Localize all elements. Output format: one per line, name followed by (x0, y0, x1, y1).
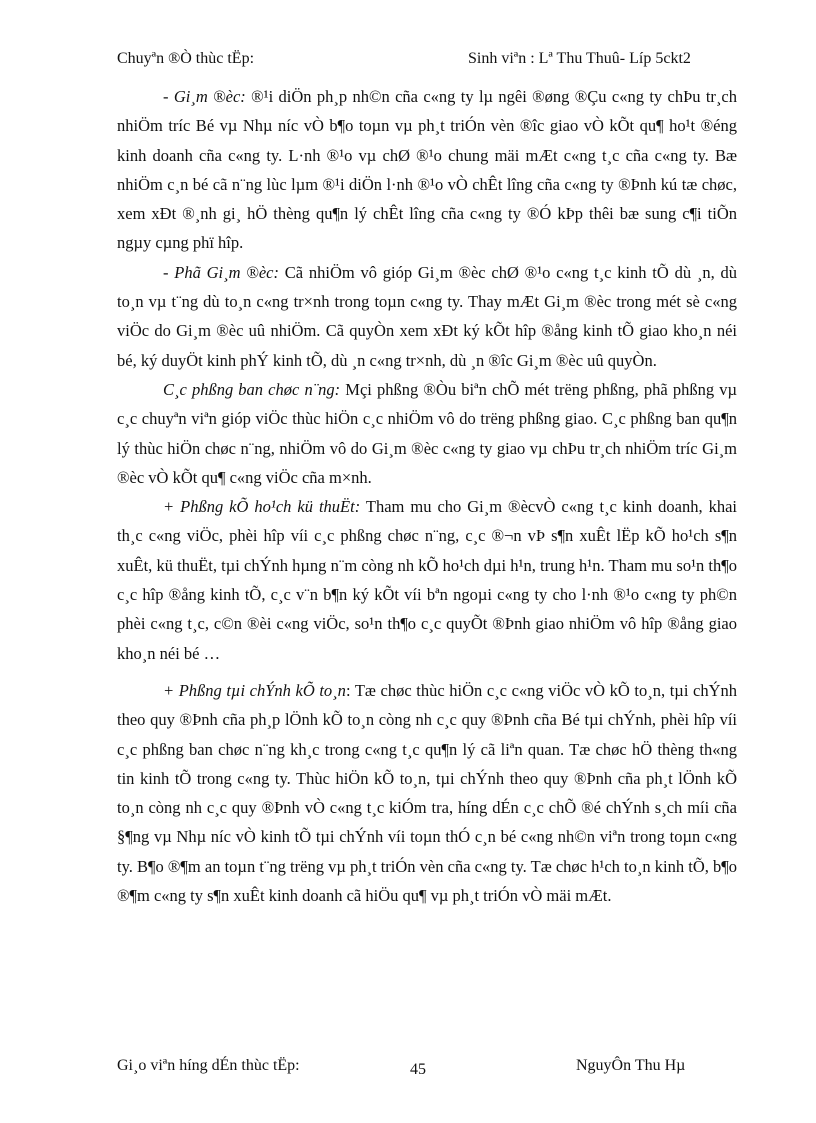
paragraph-text: Mçi phßng ®Òu biªn chÕ mét trëng phßng, phã phßng vµ c¸c chuyªn viªn gióp viÖc thùc hiÖn c¸c nhiÖm vô do trëng phßng giao. C¸c phßng ban qu¶n lý thùc hiÖn chøc n¨ng, nhiÖm vô do Gi¸m ®èc c«ng ty giao vµ chÞu tr¸ch nhiÖm tríc Gi¸m ®èc vÒ kÕt qu¶ c«ng viÖc cña m×nh. (117, 379, 742, 487)
paragraph-lead: + Phßng tµi chÝnh kÕ to¸n (163, 680, 346, 700)
header-left: Chuyªn ®Ò thùc tËp: (117, 50, 255, 67)
paragraph-lead: C¸c phßng ban chøc n¨ng: (163, 379, 341, 399)
paragraph-lead: + Phßng kÕ ho¹ch kü thuËt: (163, 497, 361, 517)
paragraph-text: Cã nhiÖm vô gióp Gi¸m ®èc chØ ®¹o c«ng t¸c kinh tÕ dù ¸n, dù to¸n vµ t¨ng dù to¸n c«ng tr×nh trong toµn c«ng ty. Thay mÆt Gi¸m ®èc trong mét sè c«ng viÖc do Gi¸m ®èc uû nhiÖm. Cã quyÒn xem xÐt ký kÕt hîp ®ång kinh tÕ giao kho¸n néi bé, ký duyÖt kinh phÝ kinh tÕ, dù ¸n c«ng tr×nh, dù ¸n ®îc Gi¸m ®èc uû quyÒn. (117, 262, 742, 370)
paragraph-text: : Tæ chøc thùc hiÖn c¸c c«ng viÖc vÒ kÕ to¸n, tµi chÝnh theo quy ®Þnh cña ph¸p lÖnh kÕ to¸n còng nh c¸c quy ®Þnh cña Bé tµi chÝnh, phèi hîp víi c¸c phßng ban chøc n¨ng kh¸c trong c«ng t¸c qu¶n lý cã liªn quan. Tæ chøc hÖ thèng th«ng tin kinh tÕ trong c«ng ty. Thùc hiÖn kÕ to¸n, tµi chÝnh theo quy ®Þnh cña ph¸t lÖnh kÕ to¸n còng nh c¸c quy ®Þnh vÒ c«ng t¸c kiÓm tra, híng dÉn c¸c chÕ ®é chÝnh s¸ch míi cña §¶ng vµ Nhµ níc vÒ kinh tÕ tµi chÝnh víi toµn thÓ c¸n bé c«ng nh©n viªn trong toµn c«ng ty. B¶o ®¶m an toµn t¨ng trëng vµ ph¸t triÓn vèn cña c«ng ty. Tæ chøc h¹ch to¸n kinh tÕ, b¶o ®¶m c«ng ty s¶n xuÊt kinh doanh cã hiÖu qu¶ vµ ph¸t triÓn vÒ mäi mÆt. (117, 680, 742, 906)
header-right: Sinh viªn : Lª Thu Thuû- Líp 5ckt2 (468, 50, 691, 67)
paragraph-text: Tham mu cho Gi¸m ®ècvÒ c«ng t¸c kinh doanh, khai th¸c c«ng viÖc, phèi hîp víi c¸c phßng chøc n¨ng, c¸c ®¬n vÞ s¶n xuÊt lËp kÕ ho¹ch s¶n xuÊt, kü thuËt, tµi chÝnh hµng n¨m còng nh kÕ ho¹ch dµi h¹n, trung h¹n. Tham mu so¹n th¶o c¸c hîp ®ång kinh tÕ, c¸c v¨n b¶n ký kÕt víi bªn ngoµi c«ng ty cho l·nh ®¹o c«ng ty ph©n phèi c«ng t¸c, c©n ®èi c«ng viÖc, so¹n th¶o c¸c quyÕt ®Þnh giao nhiÖm vô hîp ®ång giao kho¸n néi bé … (117, 497, 742, 663)
paragraph-giam-doc (117, 82, 742, 258)
page-number: 45 (410, 1061, 426, 1078)
paragraph-text: ®¹i diÖn ph¸p nh©n cña c«ng ty lµ ngêi ®øng ®Çu c«ng ty chÞu tr¸ch nhiÖm tríc Bé vµ Nhµ níc vÒ b¶o toµn vµ ph¸t triÓn vèn ®îc giao vÒ kÕt qu¶ ho¹t ®éng kinh doanh cña c«ng ty. L·nh ®¹o vµ chØ ®¹o chung mäi mÆt c«ng t¸c cña c«ng ty. Bæ nhiÖm c¸n bé cã n¨ng lùc lµm ®¹i diÖn l·nh ®¹o vÒ chÊt lîng cña c«ng ty ®Þnh kú tæ chøc, xem xÐt ®¸nh gi¸ hÖ thèng qu¶n lý chÊt lîng cña c«ng ty ®Ó kÞp thêi bæ sung c¶i tiÕn ngµy cµng phï hîp. (117, 87, 742, 253)
paragraph-lead: - Phã Gi¸m ®èc: (163, 262, 279, 282)
footer-advisor-name: NguyÔn Thu Hµ (576, 1057, 686, 1074)
paragraph-phong-tai-chinh (117, 676, 742, 910)
paragraph-pho-giam-doc (117, 258, 742, 375)
footer-advisor-label: Gi¸o viªn híng dÉn thùc tËp: (117, 1057, 300, 1074)
paragraph-phong-ban (117, 375, 742, 492)
paragraph-lead: - Gi¸m ®èc: (163, 87, 246, 106)
paragraph-phong-ke-hoach (117, 492, 742, 668)
document-body (117, 82, 742, 910)
